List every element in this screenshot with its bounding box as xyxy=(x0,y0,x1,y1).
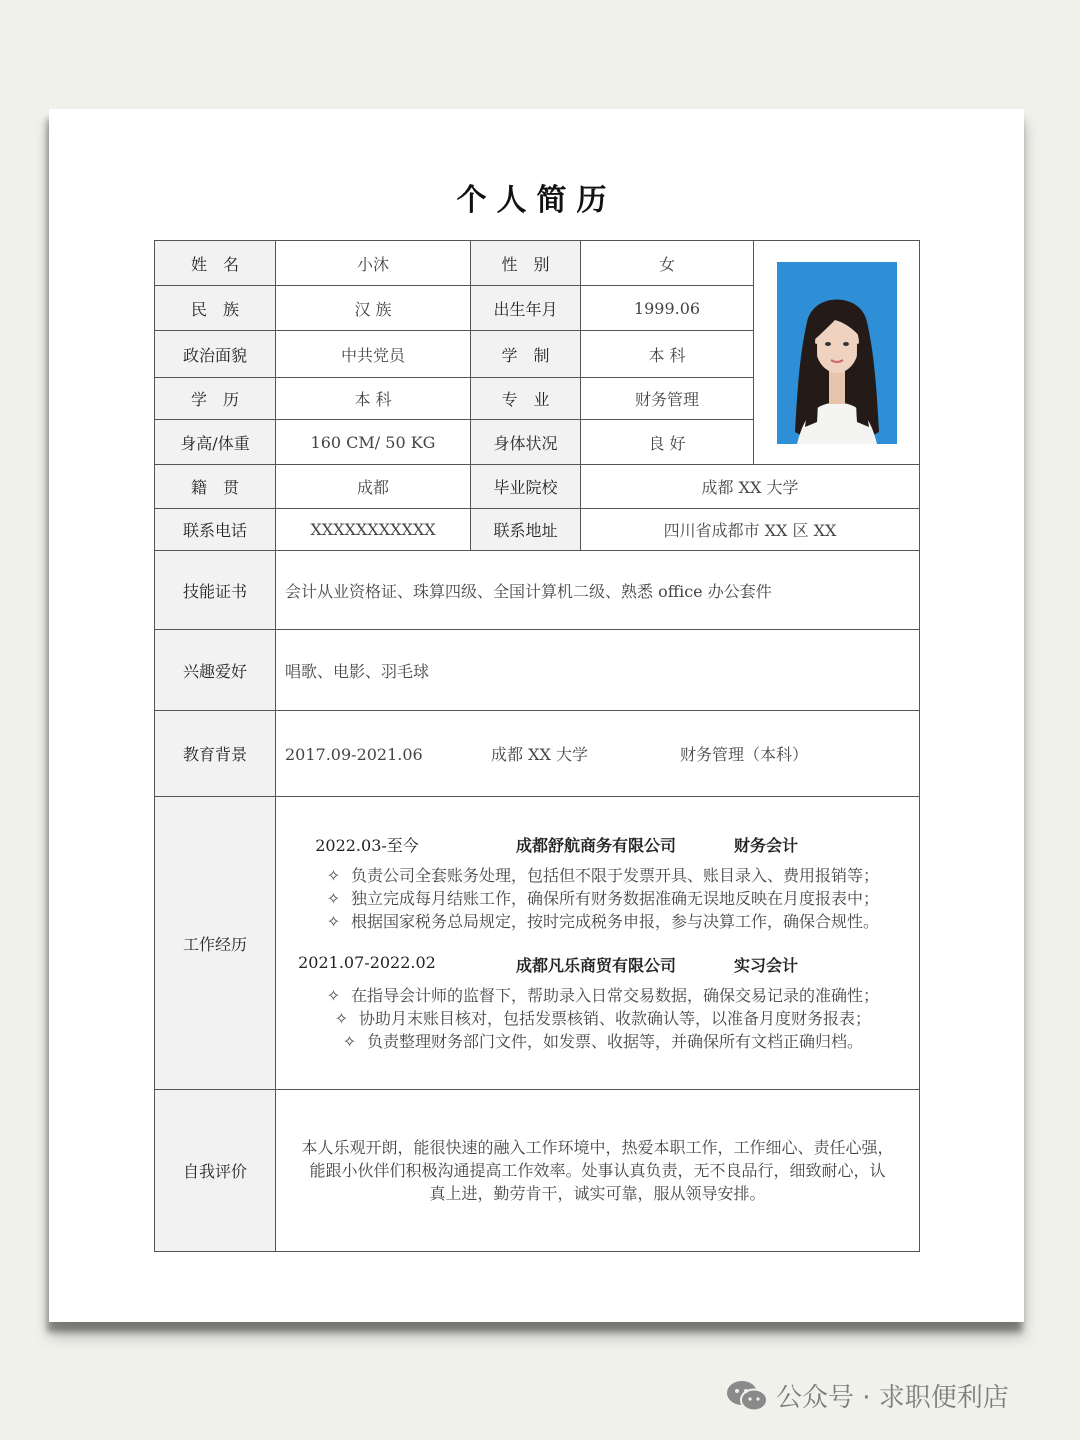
education-school: 成都 XX 大学 xyxy=(491,745,588,764)
school-value: 成都 XX 大学 xyxy=(581,465,920,509)
row-origin xyxy=(155,465,920,509)
major-value: 财务管理 xyxy=(581,378,754,420)
gender-label: 性 别 xyxy=(471,241,581,286)
duty-item: ✧ 负责整理财务部门文件，如发票、收据等，并确保所有文档正确归档。 xyxy=(276,1030,919,1053)
self-eval-label: 自我评价 xyxy=(155,1090,276,1252)
wechat-icon xyxy=(726,1379,768,1413)
row-hobbies xyxy=(155,630,920,711)
diamond-bullet-icon: ✧ xyxy=(326,889,341,908)
education-period: 2017.09-2021.06 xyxy=(285,745,423,764)
phone-label: 联系电话 xyxy=(155,509,276,551)
diamond-bullet-icon: ✧ xyxy=(326,912,341,931)
self-eval-line: 真上进，勤劳肯干，诚实可靠，服从领导安排。 xyxy=(429,1184,766,1203)
political-label: 政治面貌 xyxy=(155,331,276,378)
birth-value: 1999.06 xyxy=(581,286,754,331)
health-value: 良 好 xyxy=(581,420,754,465)
ethnicity-value: 汉 族 xyxy=(276,286,471,331)
id-photo xyxy=(777,262,897,444)
gender-value: 女 xyxy=(581,241,754,286)
degree-label: 学 历 xyxy=(155,378,276,420)
photo-cell xyxy=(754,241,920,465)
name-value: 小沐 xyxy=(276,241,471,286)
skills-label: 技能证书 xyxy=(155,551,276,630)
job-period: 2021.07-2022.02 xyxy=(298,953,436,972)
job-company: 成都舒航商务有限公司 xyxy=(515,836,676,855)
education-major: 财务管理（本科） xyxy=(680,745,809,764)
job-entry xyxy=(276,953,919,1053)
duty-item: ✧ 协助月末账目核对，包括发票核销、收款确认等，以准备月度财务报表； xyxy=(276,1007,919,1030)
height-label: 身高/体重 xyxy=(155,420,276,465)
education-label: 教育背景 xyxy=(155,711,276,797)
birth-label: 出生年月 xyxy=(471,286,581,331)
degree-value: 本 科 xyxy=(276,378,471,420)
job-role: 财务会计 xyxy=(734,836,799,855)
diamond-bullet-icon: ✧ xyxy=(334,1009,349,1028)
job-entry xyxy=(276,833,919,933)
duty-item: ✧ 在指导会计师的监督下，帮助录入日常交易数据，确保交易记录的准确性； xyxy=(276,984,919,1007)
skills-text: 会计从业资格证、珠算四级、全国计算机二级、熟悉 office 办公套件 xyxy=(276,551,920,630)
health-label: 身体状况 xyxy=(471,420,581,465)
education-content xyxy=(276,711,920,797)
origin-value: 成都 xyxy=(276,465,471,509)
school-label: 毕业院校 xyxy=(471,465,581,509)
row-education xyxy=(155,711,920,797)
row-work xyxy=(155,797,920,1090)
portrait-image xyxy=(777,262,897,444)
duty-item: ✧ 负责公司全套账务处理，包括但不限于发票开具、账目录入、费用报销等； xyxy=(276,864,919,887)
work-content xyxy=(276,797,920,1090)
hobbies-text: 唱歌、电影、羽毛球 xyxy=(276,630,920,711)
self-eval-line: 能跟小伙伴们积极沟通提高工作效率。处事认真负责，无不良品行，细致耐心，认 xyxy=(309,1161,886,1180)
resume-table xyxy=(154,240,920,1252)
ethnicity-label: 民 族 xyxy=(155,286,276,331)
watermark-footer xyxy=(726,1377,1009,1414)
job-period: 2022.03-至今 xyxy=(315,836,419,855)
system-label: 学 制 xyxy=(471,331,581,378)
row-skills xyxy=(155,551,920,630)
diamond-bullet-icon: ✧ xyxy=(342,1032,357,1051)
address-label: 联系地址 xyxy=(471,509,581,551)
name-label: 姓 名 xyxy=(155,241,276,286)
self-eval-line: 本人乐观开朗，能很快速的融入工作环境中，热爱本职工作，工作细心、责任心强， xyxy=(301,1138,894,1157)
row-self-eval xyxy=(155,1090,920,1252)
diamond-bullet-icon: ✧ xyxy=(326,866,341,885)
duty-item: ✧ 根据国家税务总局规定，按时完成税务申报，参与决算工作，确保合规性。 xyxy=(276,910,919,933)
height-value: 160 CM/ 50 KG xyxy=(276,420,471,465)
work-label: 工作经历 xyxy=(155,797,276,1090)
major-label: 专 业 xyxy=(471,378,581,420)
self-eval-text xyxy=(276,1090,920,1252)
phone-value: XXXXXXXXXXX xyxy=(276,509,471,551)
resume-page xyxy=(49,109,1024,1322)
political-value: 中共党员 xyxy=(276,331,471,378)
address-value: 四川省成都市 XX 区 XX xyxy=(581,509,920,551)
row-name xyxy=(155,241,920,286)
resume-title: 个人简历 xyxy=(456,183,617,218)
hobbies-label: 兴趣爱好 xyxy=(155,630,276,711)
diamond-bullet-icon: ✧ xyxy=(326,986,341,1005)
origin-label: 籍 贯 xyxy=(155,465,276,509)
duty-item: ✧ 独立完成每月结账工作，确保所有财务数据准确无误地反映在月度报表中； xyxy=(276,887,919,910)
watermark-text: 公众号 · 求职便利店 xyxy=(776,1383,1009,1413)
job-role: 实习会计 xyxy=(734,956,799,975)
system-value: 本 科 xyxy=(581,331,754,378)
job-company: 成都凡乐商贸有限公司 xyxy=(515,956,676,975)
row-phone xyxy=(155,509,920,551)
